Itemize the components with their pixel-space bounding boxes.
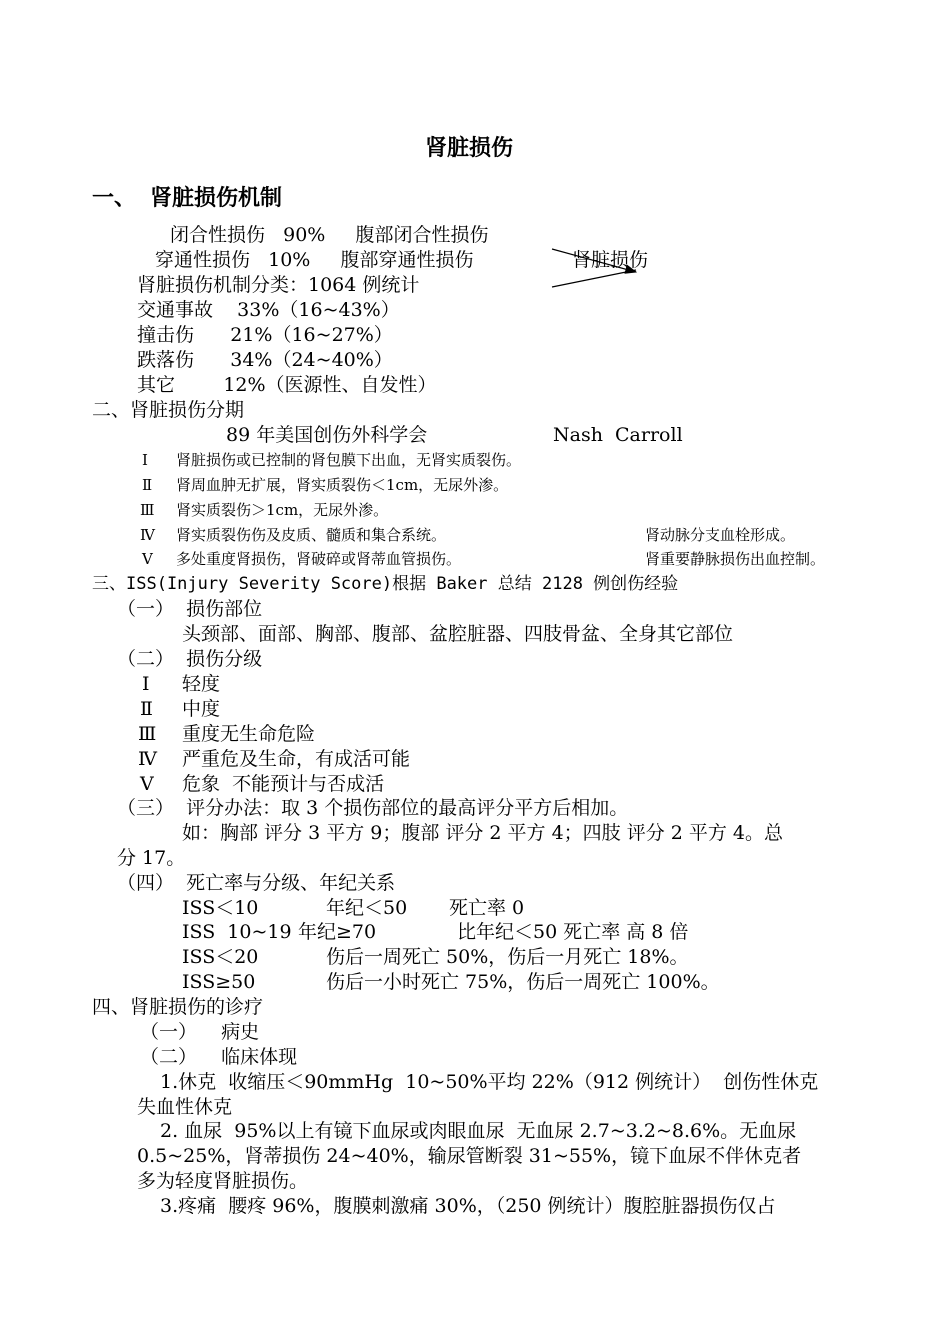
iss-row-4-mortality: 伤后一小时死亡 75%，伤后一周死亡 100%。 (326, 971, 720, 993)
iss-row-1-score: ISS＜10 (182, 897, 259, 919)
grade-5-text: 多处重度肾损伤，肾破碎或肾蒂血管损伤。 (176, 550, 462, 568)
iss-part-4-label: （四） 死亡率与分级、年纪关系 (117, 872, 396, 894)
fall-injury-line: 跌落伤 34%（24~40%） (137, 349, 393, 371)
iss-example-line-2: 分 17。 (117, 847, 186, 869)
hematuria-line-2: 0.5~25%，肾蒂损伤 24~40%，输尿管断裂 31~55%，镜下血尿不伴休克者 (137, 1145, 802, 1167)
section-1-heading: 肾脏损伤机制 (150, 186, 283, 211)
closed-injury-line: 闭合性损伤 90% 腹部闭合性损伤 (170, 224, 489, 246)
grade-2-text: 肾周血肿无扩展，肾实质裂伤＜1cm，无尿外渗。 (176, 476, 509, 494)
section-3-heading: 三、ISS(Injury Severity Score)根据 Baker 总结 2128 例创伤经验 (92, 574, 679, 594)
iss-part-3-label: （三） 评分办法：取 3 个损伤部位的最高评分平方后相加。 (117, 797, 629, 819)
grade-5-extra: 肾重要静脉损伤出血控制。 (645, 550, 826, 568)
grade-4-extra: 肾动脉分支血栓形成。 (645, 526, 796, 544)
iss-row-1-age: 年纪＜50 (326, 897, 408, 919)
pain-line: 3.疼痛 腰疼 96%，腹膜刺激痛 30%，（250 例统计）腹腔脏器损伤仅占 (160, 1195, 776, 1217)
page-title: 肾脏损伤 (425, 136, 514, 161)
grade-3-number: Ⅲ (140, 501, 155, 519)
shock-line-1: 1.休克 收缩压＜90mmHg 10~50%平均 22%（912 例统计） 创伤性休克 (160, 1071, 819, 1093)
level-4-text: 严重危及生命，有成活可能 (182, 748, 411, 770)
source-nash-carroll: Nash Carroll (553, 424, 683, 446)
iss-row-1-mortality: 死亡率 0 (449, 897, 525, 919)
iss-row-3-mortality: 伤后一周死亡 50%，伤后一月死亡 18%。 (326, 946, 689, 968)
iss-part-2-label: （二） 损伤分级 (117, 648, 263, 670)
grade-1-text: 肾脏损伤或已控制的肾包膜下出血，无肾实质裂伤。 (176, 451, 522, 469)
section-2-heading: 二、肾脏损伤分期 (92, 399, 245, 421)
level-3-number: Ⅲ (138, 723, 157, 745)
traffic-accident-line: 交通事故 33%（16~43%） (137, 299, 400, 321)
iss-row-4-score: ISS≥50 (182, 971, 256, 993)
grade-3-text: 肾实质裂伤＞1cm，无尿外渗。 (176, 501, 389, 519)
hematuria-line-1: 2. 血尿 95%以上有镜下血尿或肉眼血尿 无血尿 2.7~3.2~8.6%。无血尿 (160, 1120, 797, 1142)
shock-line-2: 失血性休克 (137, 1096, 233, 1118)
classification-line: 肾脏损伤机制分类：1064 例统计 (137, 274, 420, 296)
section-1-number: 一、 (92, 186, 137, 211)
penetrating-injury-line: 穿通性损伤 10% 腹部穿通性损伤 (155, 249, 474, 271)
grade-4-number: Ⅳ (140, 526, 155, 544)
grade-2-number: Ⅱ (142, 476, 153, 494)
grade-4-text: 肾实质裂伤伤及皮质、髓质和集合系统。 (176, 526, 447, 544)
grade-5-number: Ⅴ (142, 550, 153, 568)
other-injury-line: 其它 12%（医源性、自发性） (137, 374, 437, 396)
level-5-number: Ⅴ (140, 773, 154, 795)
level-5-text: 危象 不能预计与否成活 (182, 773, 385, 795)
iss-row-2-mortality: 比年纪＜50 死亡率 高 8 倍 (457, 921, 689, 943)
diagnosis-signs-label: （二） 临床体现 (140, 1046, 298, 1068)
grade-1-number: Ⅰ (142, 451, 148, 469)
iss-row-2-score: ISS 10~19 (182, 921, 292, 943)
iss-row-3-score: ISS＜20 (182, 946, 259, 968)
section-4-heading: 四、肾脏损伤的诊疗 (92, 996, 264, 1018)
level-3-text: 重度无生命危险 (182, 723, 316, 745)
level-1-text: 轻度 (182, 673, 221, 695)
diagnosis-history-label: （一） 病史 (140, 1021, 260, 1043)
level-2-text: 中度 (182, 698, 221, 720)
kidney-injury-target: 肾脏损伤 (572, 249, 649, 271)
iss-injury-sites: 头颈部、面部、胸部、腹部、盆腔脏器、四肢骨盆、全身其它部位 (182, 623, 734, 645)
hematuria-line-3: 多为轻度肾脏损伤。 (137, 1170, 309, 1192)
iss-example-line-1: 如：胸部 评分 3 平方 9；腹部 评分 2 平方 4；四肢 评分 2 平方 4。总 (182, 822, 784, 844)
source-aast: 89 年美国创伤外科学会 (226, 424, 428, 446)
iss-part-1-label: （一） 损伤部位 (117, 598, 263, 620)
level-1-number: Ⅰ (142, 673, 150, 695)
impact-injury-line: 撞击伤 21%（16~27%） (137, 324, 393, 346)
iss-row-2-age: 年纪≥70 (298, 921, 377, 943)
level-2-number: Ⅱ (140, 698, 153, 720)
level-4-number: Ⅳ (138, 748, 157, 770)
